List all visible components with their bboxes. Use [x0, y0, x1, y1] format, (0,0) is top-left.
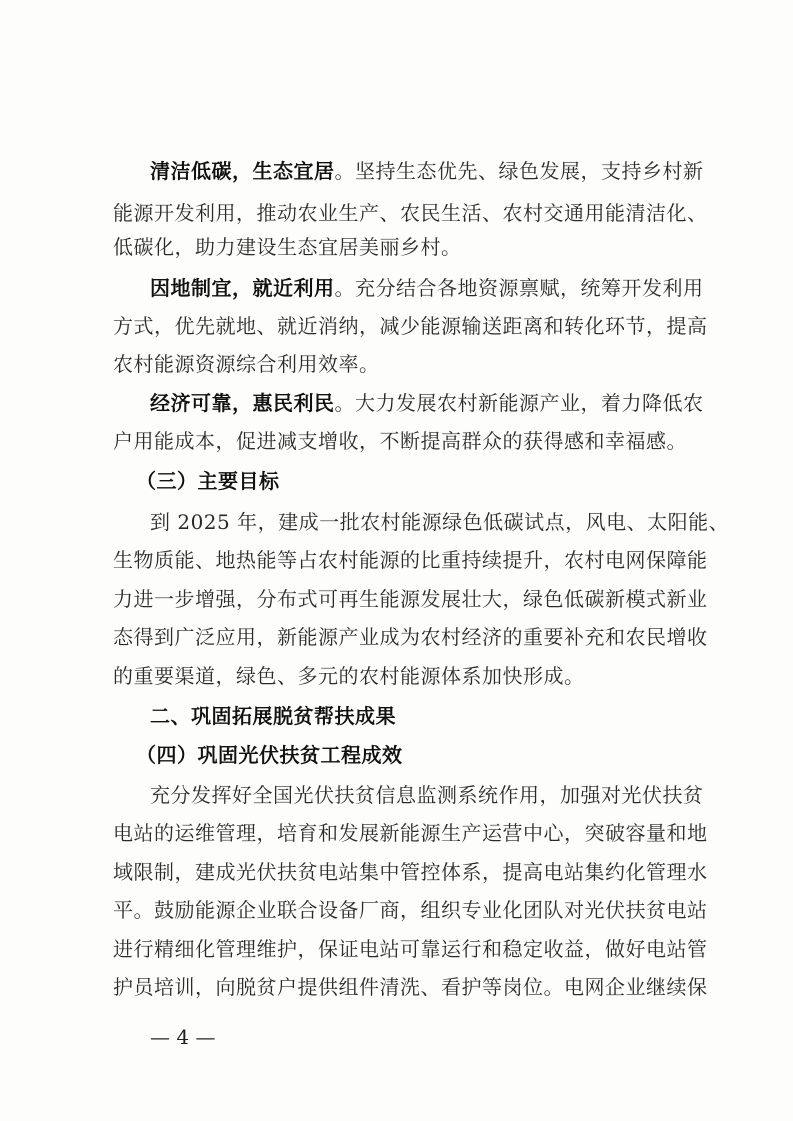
paragraph-line: 电站的运维管理，培育和发展新能源生产运营中心，突破容量和地 — [113, 821, 708, 845]
chapter-heading: 二、巩固拓展脱贫帮扶成果 — [150, 704, 396, 728]
paragraph-line: 到 2025 年，建成一批农村能源绿色低碳试点，风电、太阳能、 — [150, 510, 730, 534]
paragraph-lead: 清洁低碳，生态宜居 — [150, 159, 335, 183]
paragraph-line: 低碳化，助力建设生态宜居美丽乡村。 — [113, 235, 462, 259]
paragraph-lead: 经济可靠，惠民利民 — [150, 391, 335, 415]
paragraph-line: 进行精细化管理维护，保证电站可靠运行和稳定收益，做好电站管 — [113, 937, 708, 961]
paragraph-line: 态得到广泛应用，新能源产业成为农村经济的重要补充和农民增收 — [113, 625, 708, 649]
paragraph-line — [150, 274, 704, 302]
paragraph-line: 充分发挥好全国光伏扶贫信息监测系统作用，加强对光伏扶贫 — [150, 783, 704, 807]
paragraph-text: 。充分结合各地资源禀赋，统筹开发利用 — [334, 276, 704, 300]
paragraph-line — [150, 157, 704, 185]
paragraph-line: 平。鼓励能源企业联合设备厂商，组织专业化团队对光伏扶贫电站 — [113, 898, 708, 922]
paragraph-line: 力进一步增强，分布式可再生能源发展壮大，绿色低碳新模式新业 — [113, 587, 708, 611]
paragraph-line: 的重要渠道，绿色、多元的农村能源体系加快形成。 — [113, 664, 585, 688]
paragraph-text: 。大力发展农村新能源产业，着力降低农 — [334, 391, 704, 415]
paragraph-lead: 因地制宜，就近利用 — [150, 276, 335, 300]
section-heading: （四）巩固光伏扶贫工程成效 — [136, 743, 403, 767]
paragraph-line — [150, 389, 704, 417]
paragraph-line: 方式，优先就地、就近消纳，减少能源输送距离和转化环节，提高 — [113, 314, 708, 338]
paragraph-text: 。坚持生态优先、绿色发展，支持乡村新 — [334, 159, 704, 183]
paragraph-line: 生物质能、地热能等占农村能源的比重持续提升，农村电网保障能 — [113, 548, 708, 572]
page-number: — 4 — — [150, 1025, 216, 1049]
section-heading: （三）主要目标 — [136, 469, 280, 493]
paragraph-line: 护员培训，向脱贫户提供组件清洗、看护等岗位。电网企业继续保 — [113, 975, 708, 999]
paragraph-line: 域限制，建成光伏扶贫电站集中管控体系，提高电站集约化管理水 — [113, 860, 708, 884]
paragraph-line: 能源开发利用，推动农业生产、农民生活、农村交通用能清洁化、 — [113, 201, 708, 225]
paragraph-line: 农村能源资源综合利用效率。 — [113, 352, 380, 376]
paragraph-line: 户用能成本，促进减支增收，不断提高群众的获得感和幸福感。 — [113, 429, 687, 453]
